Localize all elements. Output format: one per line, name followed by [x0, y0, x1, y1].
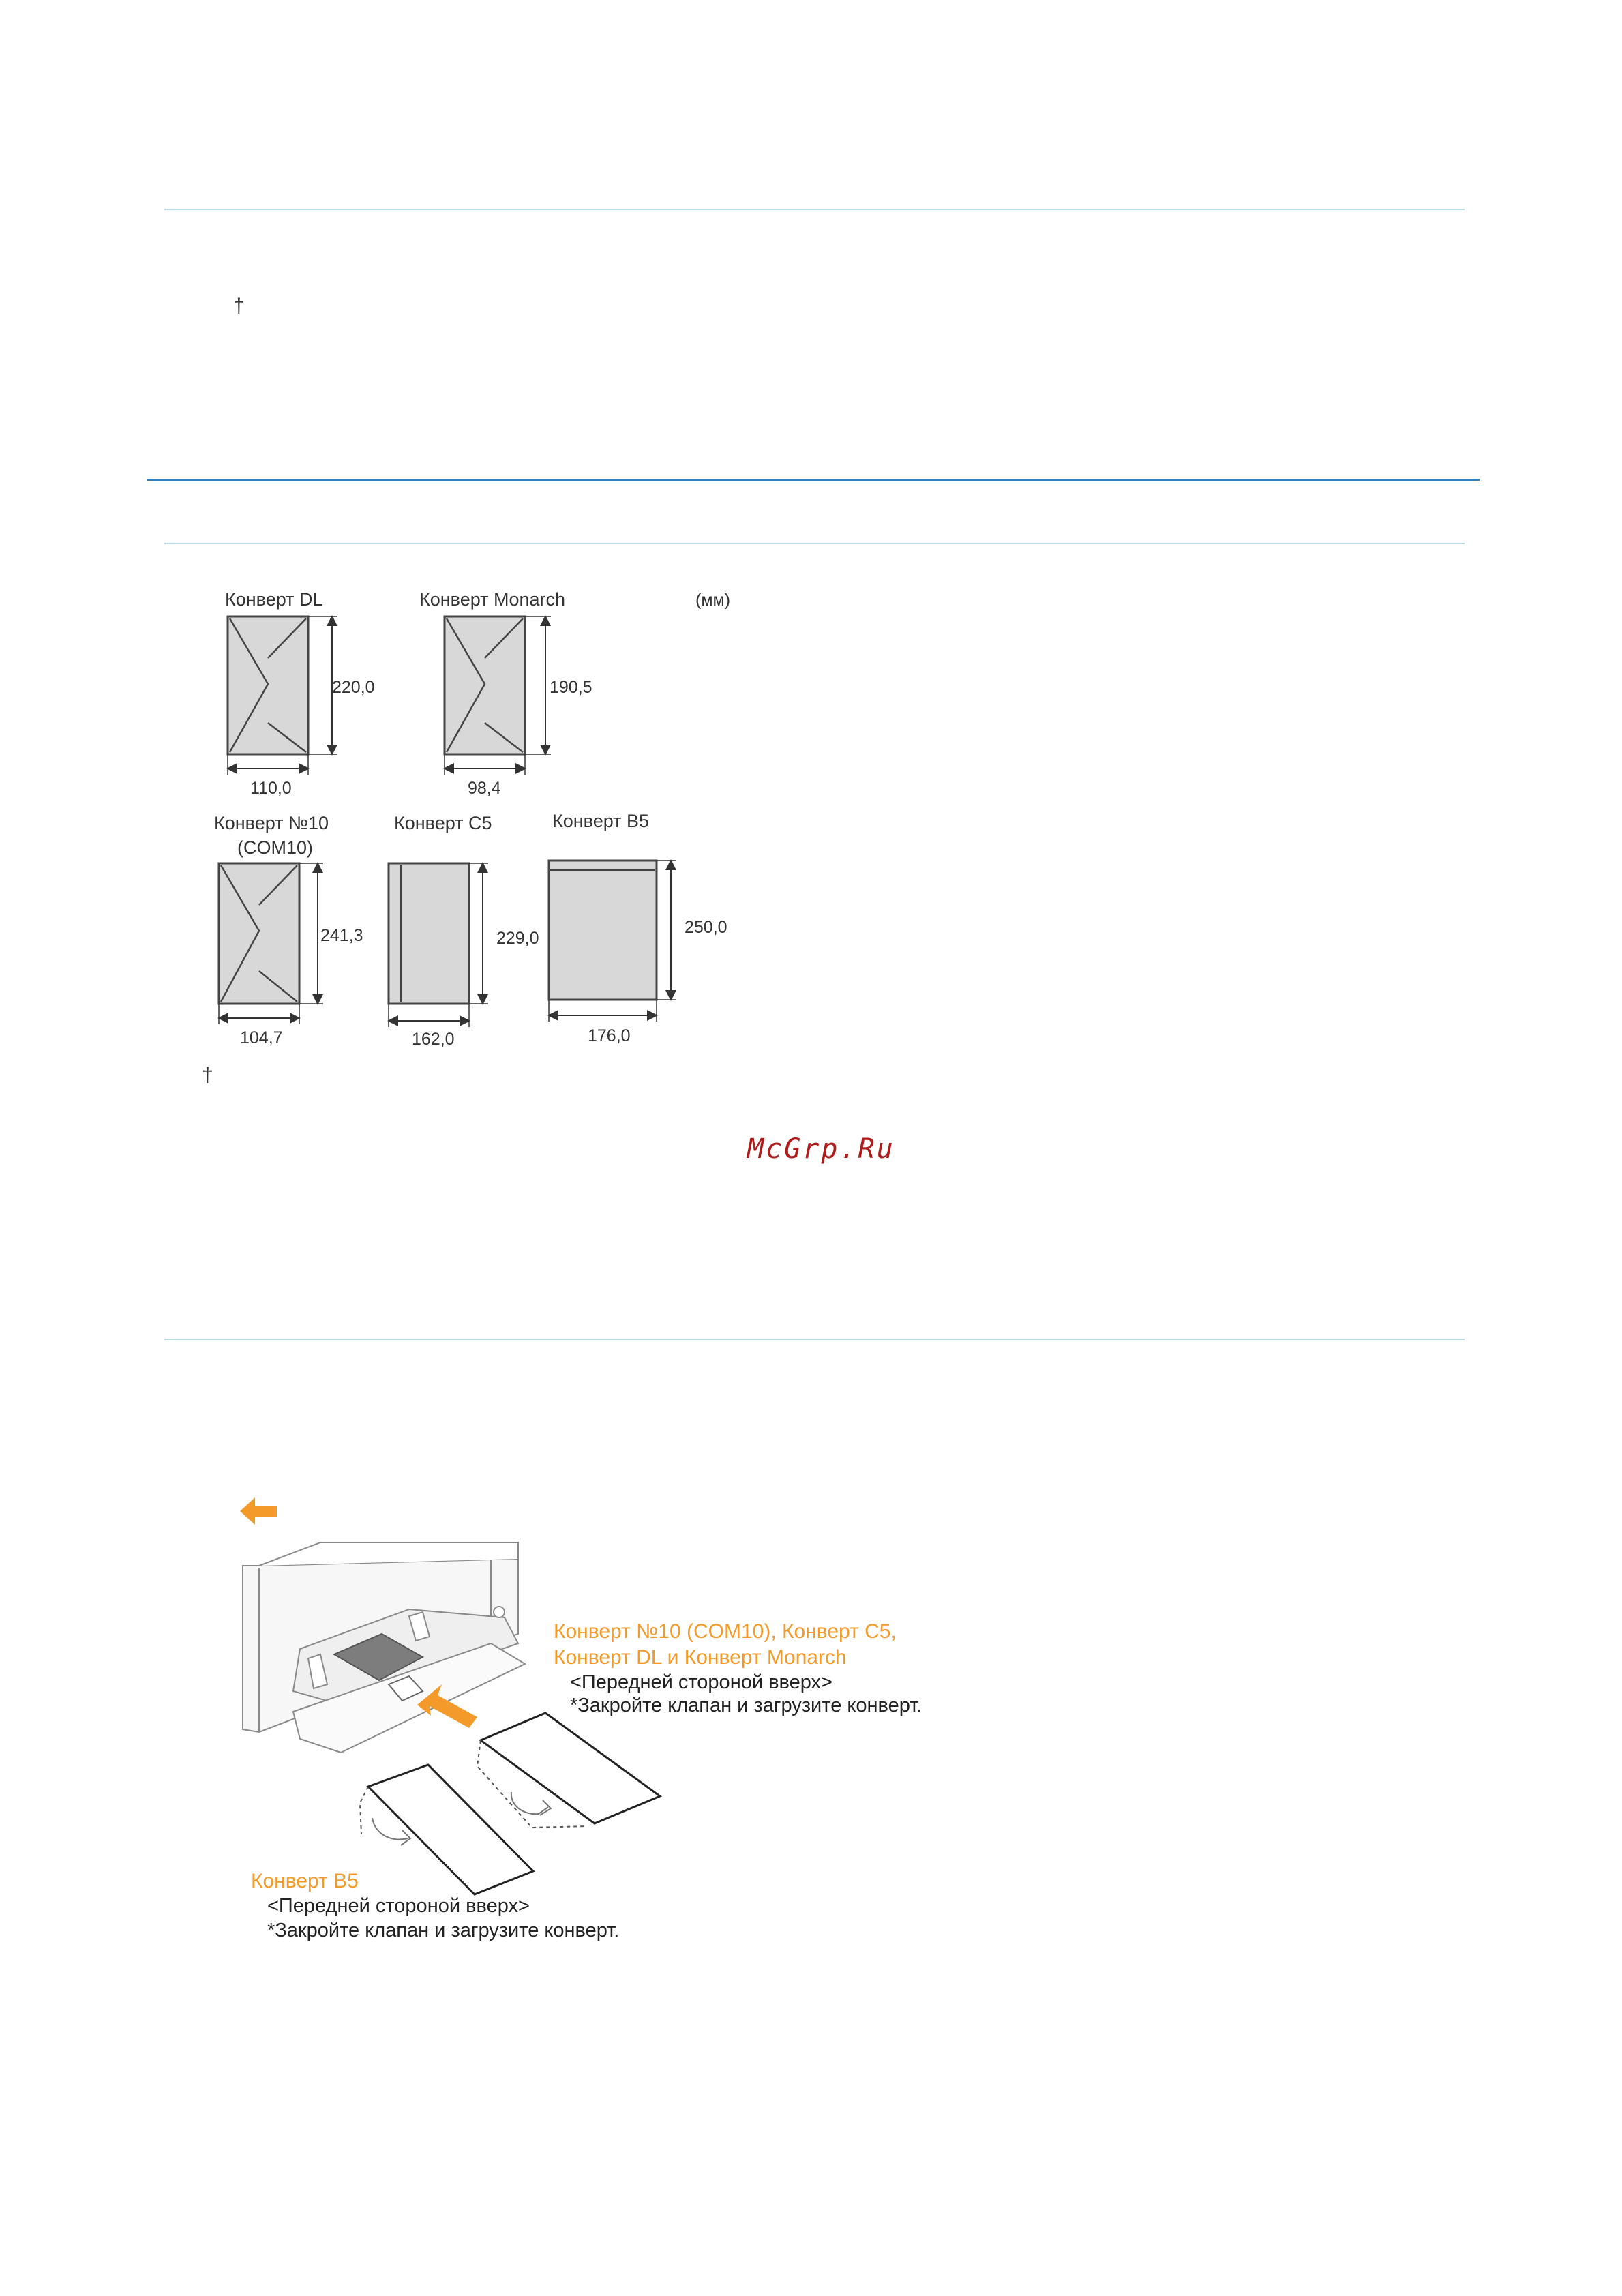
loading-group1-title-line2: Конверт DL и Конверт Monarch — [554, 1646, 847, 1669]
envelope-com10-label-line2: (COM10) — [237, 837, 314, 858]
loading-group2-title: Конверт B5 — [251, 1870, 359, 1892]
envelope-com10-height-value: 241,3 — [320, 926, 363, 945]
envelope-com10-label-line1: Конверт №10 — [214, 813, 329, 833]
footnote-marker-1: † — [233, 295, 245, 317]
loading-group2-side: <Передней стороной вверх> — [267, 1895, 530, 1917]
envelope-c5-label: Конверт C5 — [394, 813, 492, 833]
unit-label: (мм) — [695, 591, 731, 610]
envelope-dl-width-value: 110,0 — [250, 779, 292, 798]
envelope-com10-width-value: 104,7 — [240, 1028, 283, 1047]
watermark: McGrp.Ru — [747, 1133, 895, 1165]
envelope-dl-label: Конверт DL — [225, 589, 323, 610]
envelope-left-drawing — [360, 1765, 533, 1894]
loading-group1-title-line1: Конверт №10 (COM10), Конверт C5, — [554, 1620, 897, 1643]
envelope-dl-height-value: 220,0 — [332, 678, 375, 697]
envelope-b5-label: Конверт B5 — [552, 811, 650, 831]
loading-group1-note: *Закройте клапан и загрузите конверт. — [570, 1695, 922, 1716]
loading-group2-note: *Закройте клапан и загрузите конверт. — [267, 1920, 620, 1941]
envelope-b5-height-value: 250,0 — [685, 918, 727, 937]
back-arrow-icon — [240, 1497, 277, 1525]
envelope-c5-width-value: 162,0 — [412, 1030, 455, 1049]
envelope-monarch-label: Конверт Monarch — [419, 589, 566, 610]
envelope-c5-height-value: 229,0 — [496, 929, 539, 948]
envelope-monarch-height-value: 190,5 — [550, 678, 592, 697]
loading-group1-side: <Передней стороной вверх> — [570, 1671, 832, 1693]
footnote-marker-2: † — [202, 1064, 213, 1086]
envelope-monarch-width-value: 98,4 — [468, 779, 501, 798]
envelope-b5-width-value: 176,0 — [588, 1026, 631, 1045]
envelope-right-drawing — [477, 1713, 660, 1828]
